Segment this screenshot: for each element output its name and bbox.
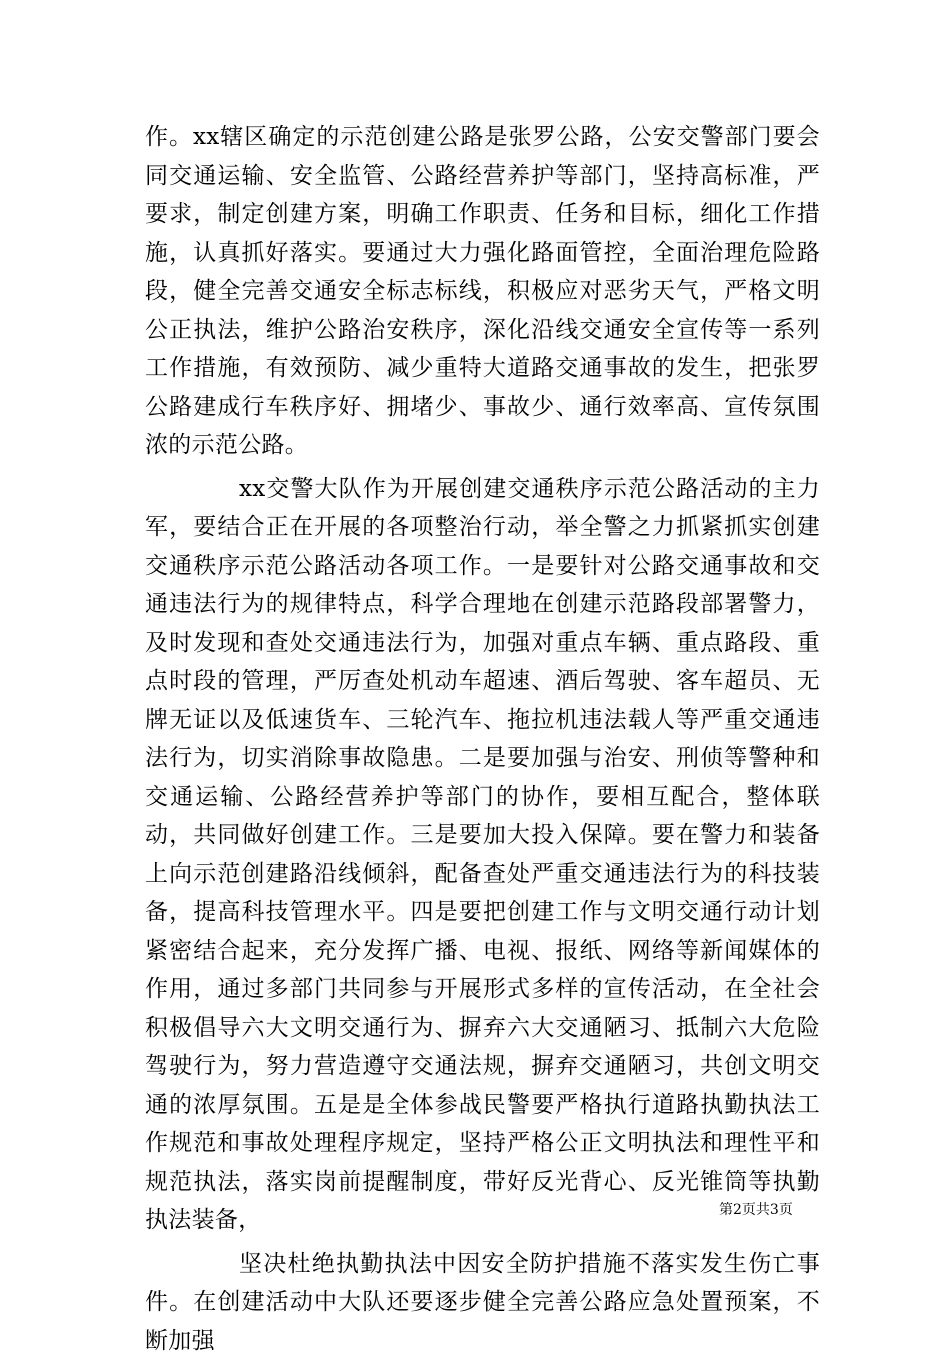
page-number: 第2页共3页 <box>719 1201 793 1219</box>
paragraph-3: 坚决杜绝执勤执法中因安全防护措施不落实发生伤亡事件。在创建活动中大队还要逐步健全完善公路应急处置预案，不断加强 <box>145 1245 820 1360</box>
document-body <box>145 118 820 1360</box>
paragraph-1: 作。xx辖区确定的示范创建公路是张罗公路，公安交警部门要会同交通运输、安全监管、公路经营养护等部门，坚持高标准，严要求，制定创建方案，明确工作职责、任务和目标，细化工作措施，认真抓好落实。要通过大力强化路面管控，全面治理危险路段，健全完善交通安全标志标线，积极应对恶劣天气，严格文明公正执法，维护公路治安秩序，深化沿线交通安全宣传等一系列工作措施，有效预防、减少重特大道路交通事故的发生，把张罗公路建成行车秩序好、拥堵少、事故少、通行效率高、宣传氛围浓的示范公路。 <box>145 118 820 465</box>
paragraph-2: xx交警大队作为开展创建交通秩序示范公路活动的主力军，要结合正在开展的各项整治行动，举全警之力抓紧抓实创建交通秩序示范公路活动各项工作。一是要针对公路交通事故和交通违法行为的规律特点，科学合理地在创建示范路段部署警力，及时发现和查处交通违法行为，加强对重点车辆、重点路段、重点时段的管理，严厉查处机动车超速、酒后驾驶、客车超员、无牌无证以及低速货车、三轮汽车、拖拉机违法载人等严重交通违法行为，切实消除事故隐患。二是要加强与治安、刑侦等警种和交通运输、公路经营养护等部门的协作，要相互配合，整体联动，共同做好创建工作。三是要加大投入保障。要在警力和装备上向示范创建路沿线倾斜，配备查处严重交通违法行为的科技装备，提高科技管理水平。四是要把创建工作与文明交通行动计划紧密结合起来，充分发挥广播、电视、报纸、网络等新闻媒体的作用，通过多部门共同参与开展形式多样的宣传活动，在全社会积极倡导六大文明交通行为、摒弃六大交通陋习、抵制六大危险驾驶行为，努力营造遵守交通法规，摒弃交通陋习，共创文明交通的浓厚氛围。五是是全体参战民警要严格执行道路执勤执法工作规范和事故处理程序规定，坚持严格公正文明执法和理性平和规范执法，落实岗前提醒制度，带好反光背心、反光锥筒等执勤执法装备， <box>145 470 820 1240</box>
